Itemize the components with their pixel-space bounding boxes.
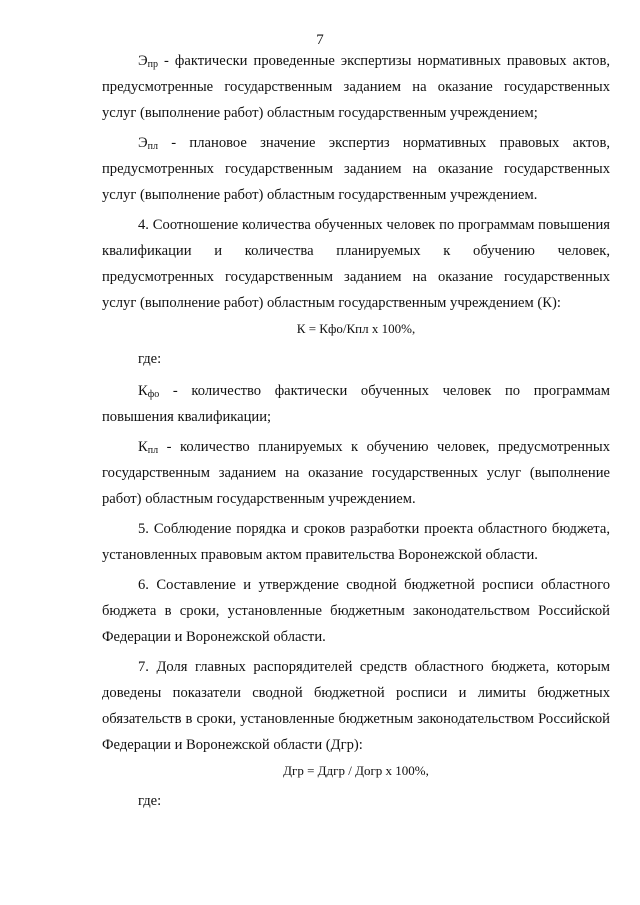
page-number: 7 — [316, 32, 324, 48]
definition-text: - количество планируемых к обучению человек, предусмотренных государственным заданием на оказание государственных услуг (выполнение работ) областным государственным учреждением. — [102, 439, 610, 507]
formula-k: К = Кфо/Кпл х 100%, — [296, 321, 416, 336]
symbol: К — [138, 383, 148, 399]
where-label: где: — [138, 351, 162, 367]
item-4-paragraph: 4. Соотношение количества обученных человек по программам повышения квалификации и количества планируемых к обучению человек, предусмотренных государственным заданием на оказание государственных услуг (выполнение работ) областным государственным учреждением (К): — [102, 217, 610, 311]
symbol-subscript: фо — [147, 389, 160, 400]
definition-kpl — [102, 434, 610, 512]
item-7-paragraph: 7. Доля главных распорядителей средств областного бюджета, которым доведены показатели сводной бюджетной росписи и лимиты бюджетных обязательств в сроки, установленные бюджетным законодательством Российской Федерации и Воронежской области (Дгр): — [102, 659, 610, 753]
definition-epl — [102, 130, 610, 208]
symbol-subscript: пр — [147, 59, 158, 70]
where-label-2: где: — [138, 793, 162, 809]
definition-text: - фактически проведенные экспертизы нормативных правовых актов, предусмотренные государственным заданием на оказание государственных услуг (выполнение работ) областным государственным учреждением; — [102, 53, 610, 121]
definition-text: - количество фактически обученных человек по программам повышения квалификации; — [102, 383, 610, 425]
definition-epr — [102, 48, 610, 126]
symbol-subscript: пл — [147, 445, 159, 456]
formula-dgr: Дгр = Ддгр / Догр х 100%, — [283, 763, 429, 778]
definition-kfo — [102, 378, 610, 430]
symbol: К — [138, 439, 148, 455]
document-body — [102, 48, 610, 820]
item-5-paragraph: 5. Соблюдение порядка и сроков разработки проекта областного бюджета, установленных правовым актом правительства Воронежской области. — [102, 521, 610, 563]
item-6-paragraph: 6. Составление и утверждение сводной бюджетной росписи областного бюджета в сроки, установленные бюджетным законодательством Российской Федерации и Воронежской области. — [102, 577, 610, 645]
symbol-subscript: пл — [147, 141, 158, 152]
definition-text: - плановое значение экспертиз нормативных правовых актов, предусмотренных государственным заданием на оказание государственных услуг (выполнение работ) областным государственным учреждением. — [102, 135, 610, 203]
symbol: Э — [138, 135, 148, 151]
symbol: Э — [138, 53, 148, 69]
